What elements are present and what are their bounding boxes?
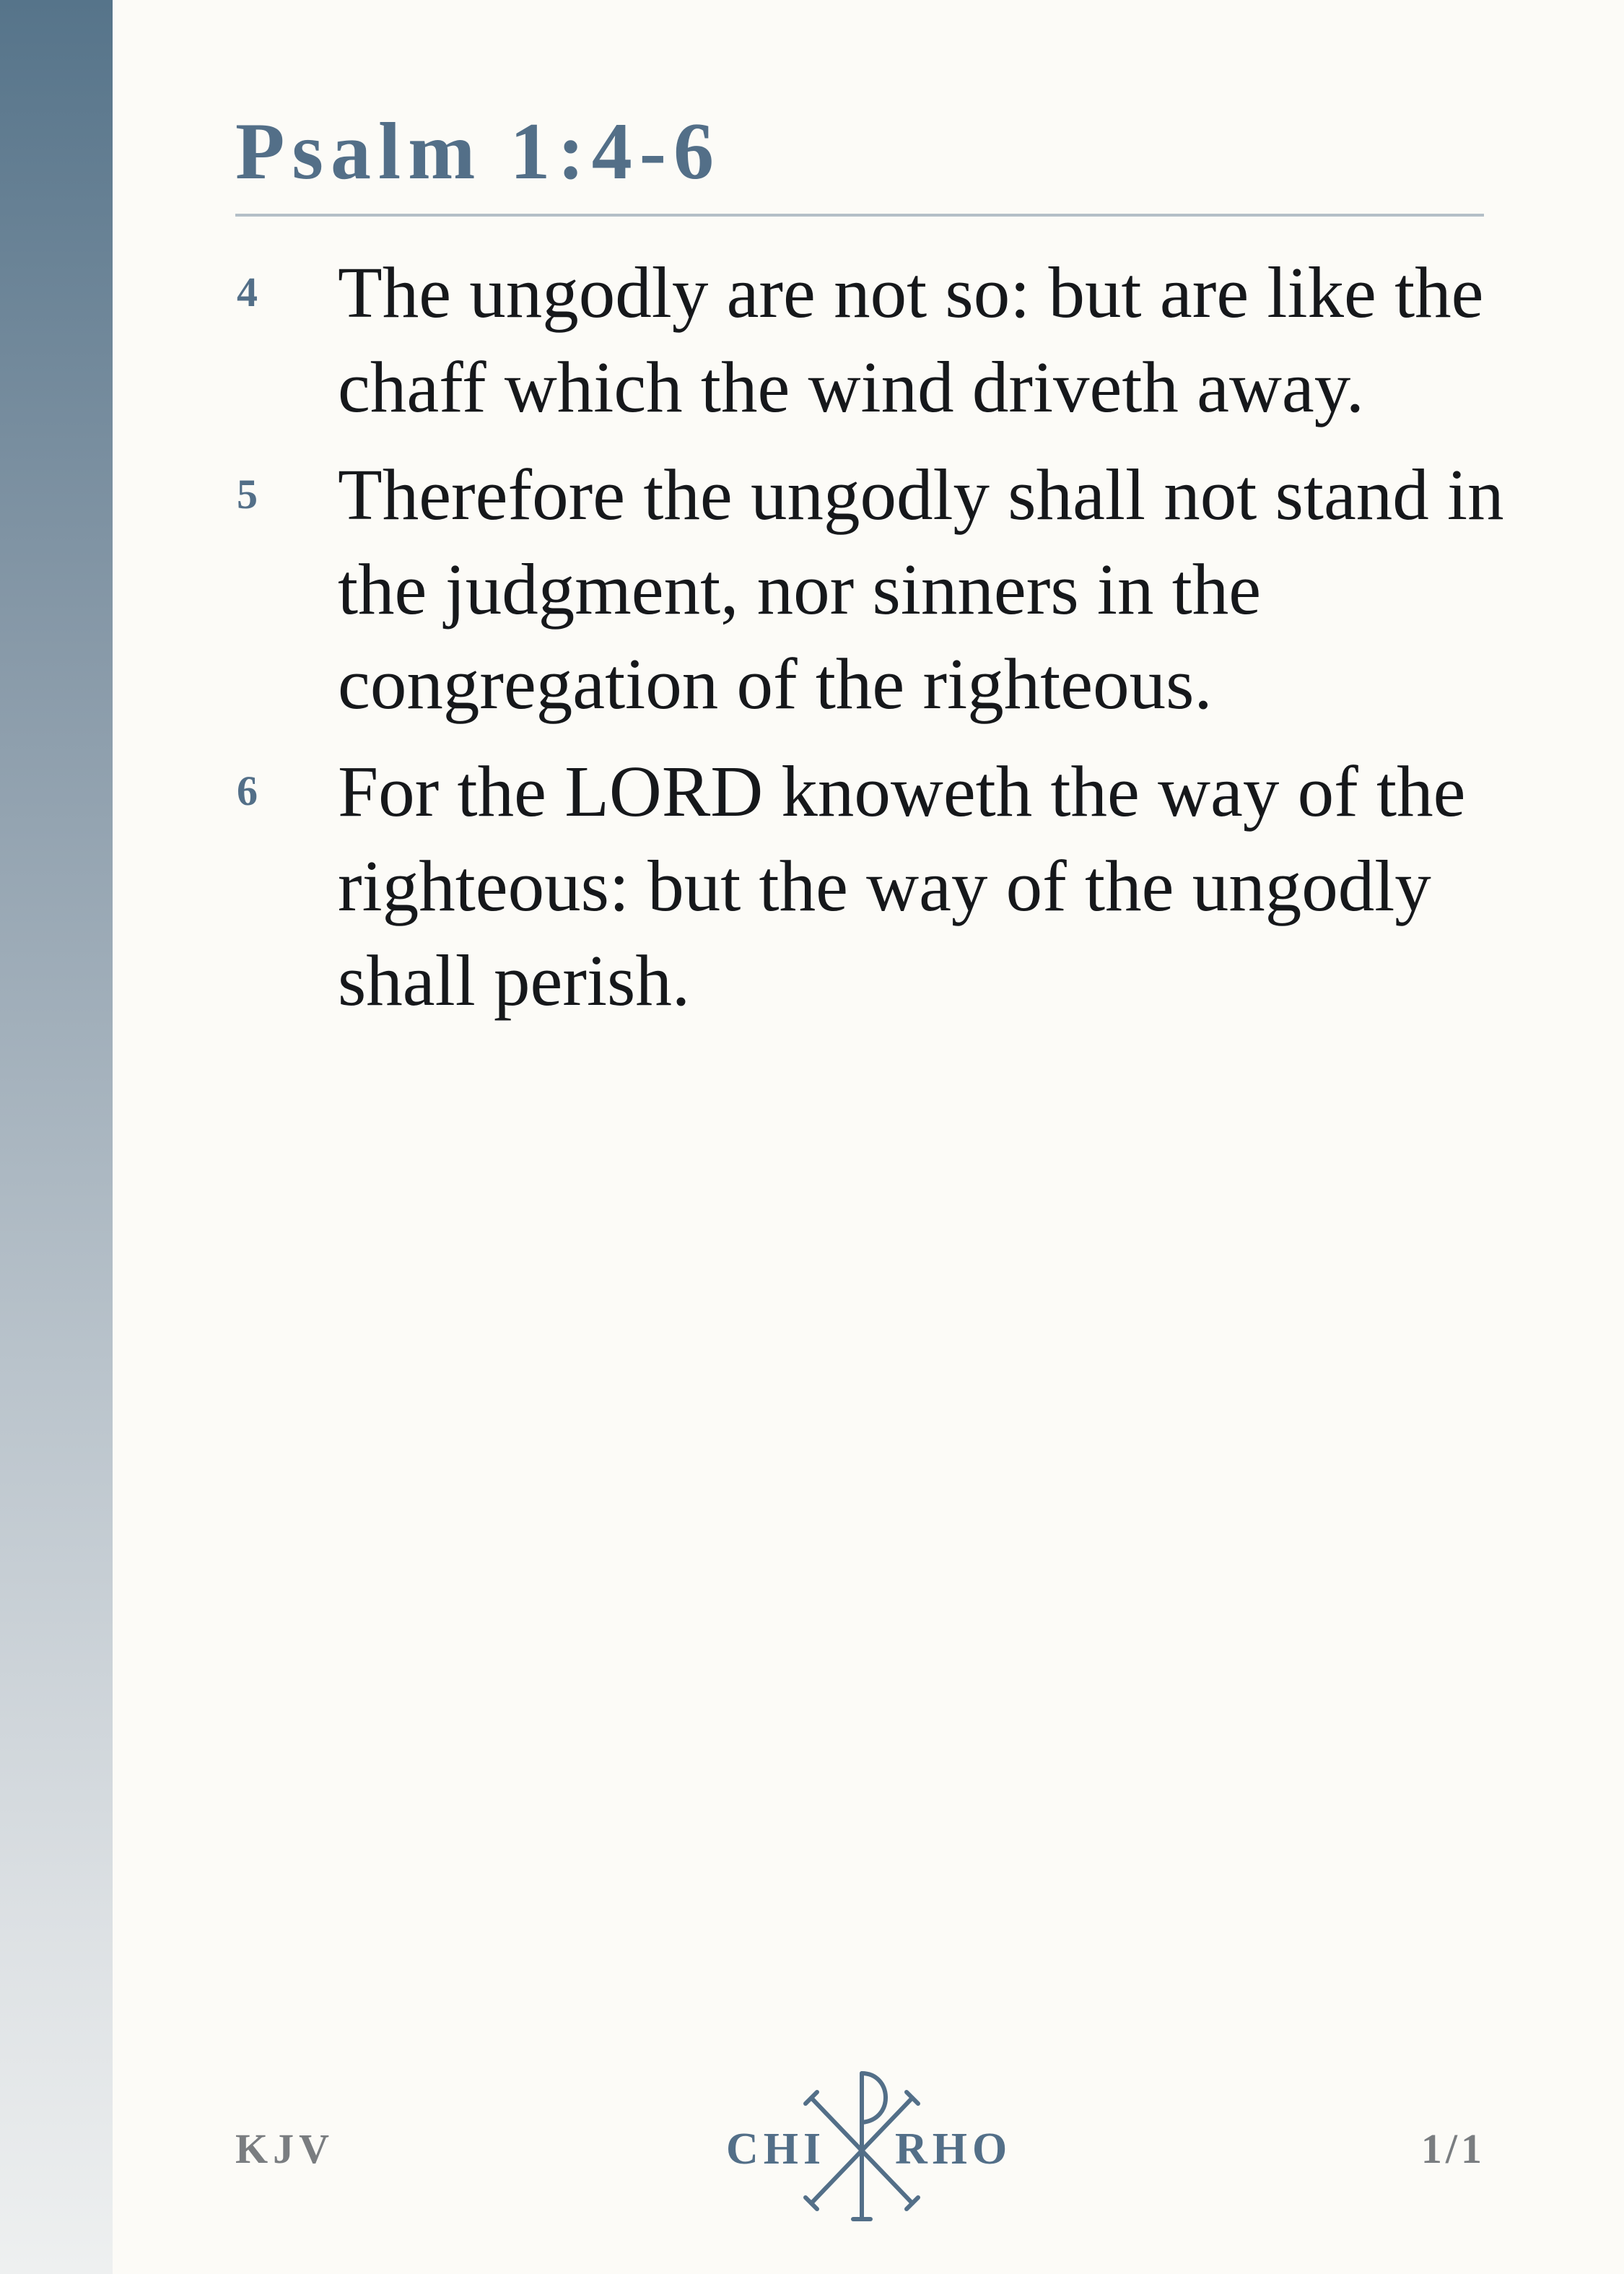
verse-item [235,245,1506,435]
side-gradient-band [0,0,113,2274]
page-indicator: 1/1 [1420,2125,1485,2172]
verse-text: For the LORD knoweth the way of the righteous: but the way of the ungodly shall perish. [338,751,1466,1021]
translation-label: KJV [235,2125,334,2172]
verse-text: Therefore the ungodly shall not stand in the judgment, nor sinners in the congregation of the righteous. [338,454,1504,724]
page-title: Psalm 1:4-6 [235,107,722,196]
verse-number: 4 [237,269,258,315]
title-divider [235,214,1484,217]
logo-rho-text: RHO [895,2125,1013,2174]
verse-item [235,448,1506,731]
verse-text: The ungodly are not so: but are like the chaff which the wind driveth away. [338,252,1484,427]
verse-list [235,245,1506,1041]
verse-item [235,744,1506,1028]
logo-chi-text: CHI [726,2125,826,2174]
verse-number: 6 [237,767,258,814]
verse-number: 5 [237,471,258,518]
chi-rho-logo [723,2066,1023,2225]
